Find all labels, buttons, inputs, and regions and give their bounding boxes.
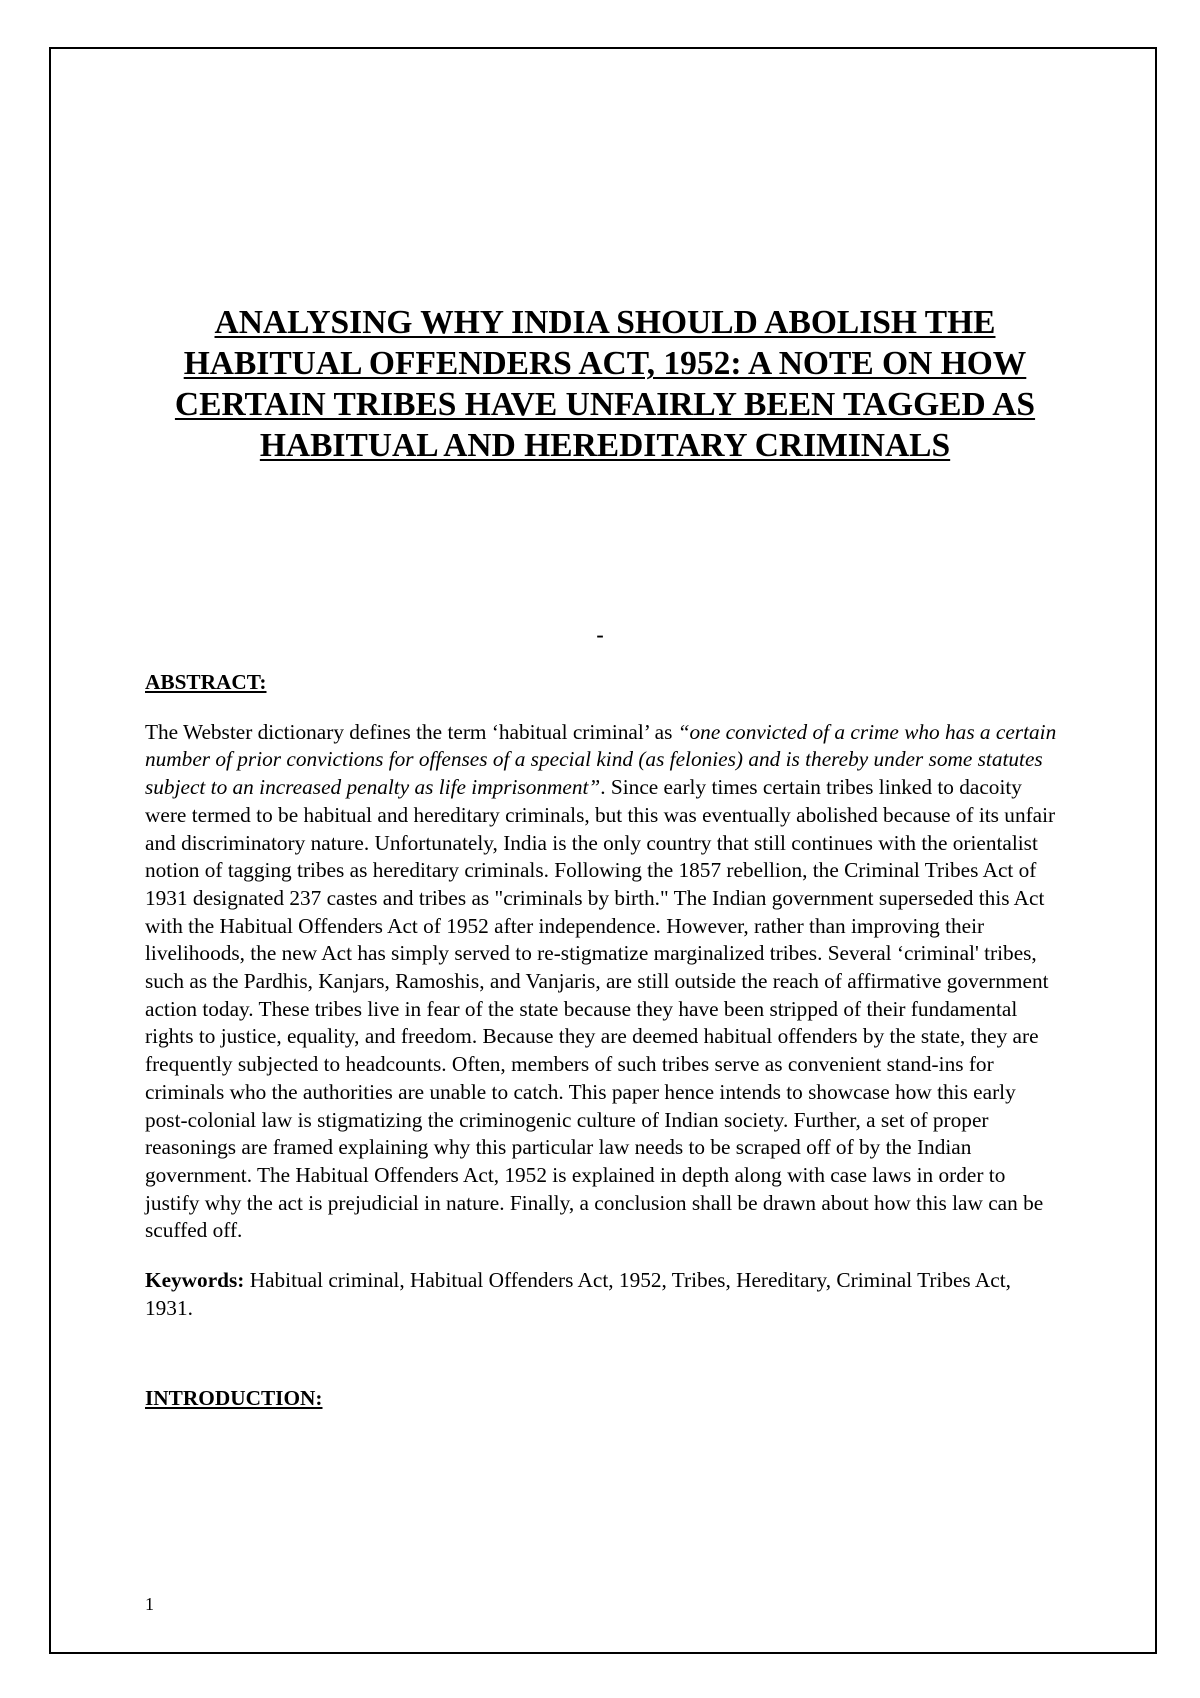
document-body [145, 669, 1060, 1413]
abstract-heading: ABSTRACT: [145, 670, 267, 694]
keywords-paragraph [145, 1267, 1060, 1322]
abstract-paragraph [145, 719, 1060, 1245]
abstract-body-text: . Since early times certain tribes linked to dacoity were termed to be habitual and hereditary criminals, but this was eventually abolished because of its unfair and discriminatory nature. Unfortunately, India is the only country that still continues with the orientalist notion of tagging tribes as hereditary criminals. Following the 1857 rebellion, the Criminal Tribes Act of 1931 designated 237 castes and tribes as "criminals by birth." The Indian government superseded this Act with the Habitual Offenders Act of 1952 after independence. However, rather than improving their livelihoods, the new Act has simply served to re-stigmatize marginalized tribes. Several ‘criminal' tribes, such as the Pardhis, Kanjars, Ramoshis, and Vanjaris, are still outside the reach of affirmative government action today. These tribes live in fear of the state because they have been stripped of their fundamental rights to justice, equality, and freedom. Because they are deemed habitual offenders by the state, they are frequently subjected to headcounts. Often, members of such tribes serve as convenient stand-ins for criminals who the authorities are unable to catch. This paper hence intends to showcase how this early post-colonial law is stigmatizing the criminogenic culture of Indian society. Further, a set of proper reasonings are framed explaining why this particular law needs to be scraped off of by the Indian government. The Habitual Offenders Act, 1952 is explained in depth along with case laws in order to justify why the act is prejudicial in nature. Finally, a conclusion shall be drawn about how this law can be scuffed off. [145, 775, 1056, 1243]
page-number: 1 [145, 1594, 154, 1614]
document-title: ANALYSING WHY INDIA SHOULD ABOLISH THE HABITUAL OFFENDERS ACT, 1952: A NOTE ON HOW CERTAIN TRIBES HAVE UNFAIRLY BEEN TAGGED AS HABITUAL AND HEREDITARY CRIMINALS [174, 304, 1036, 464]
introduction-heading: INTRODUCTION: [145, 1386, 323, 1411]
keywords-label: Keywords: [145, 1268, 245, 1293]
section-separator: - [596, 622, 604, 647]
abstract-intro-text: The Webster dictionary defines the term ‘habitual criminal’ as [145, 719, 678, 744]
abstract-definition-quote: “one convicted of a crime who has a certain number of prior convictions for offenses of a special kind (as felonies) and is thereby under some statutes subject to an increased penalty as life imprisonment” [145, 719, 1057, 800]
keywords-text: Habitual criminal, Habitual Offenders Act, 1952, Tribes, Hereditary, Criminal Tribes Act, 1931. [145, 1268, 1011, 1320]
